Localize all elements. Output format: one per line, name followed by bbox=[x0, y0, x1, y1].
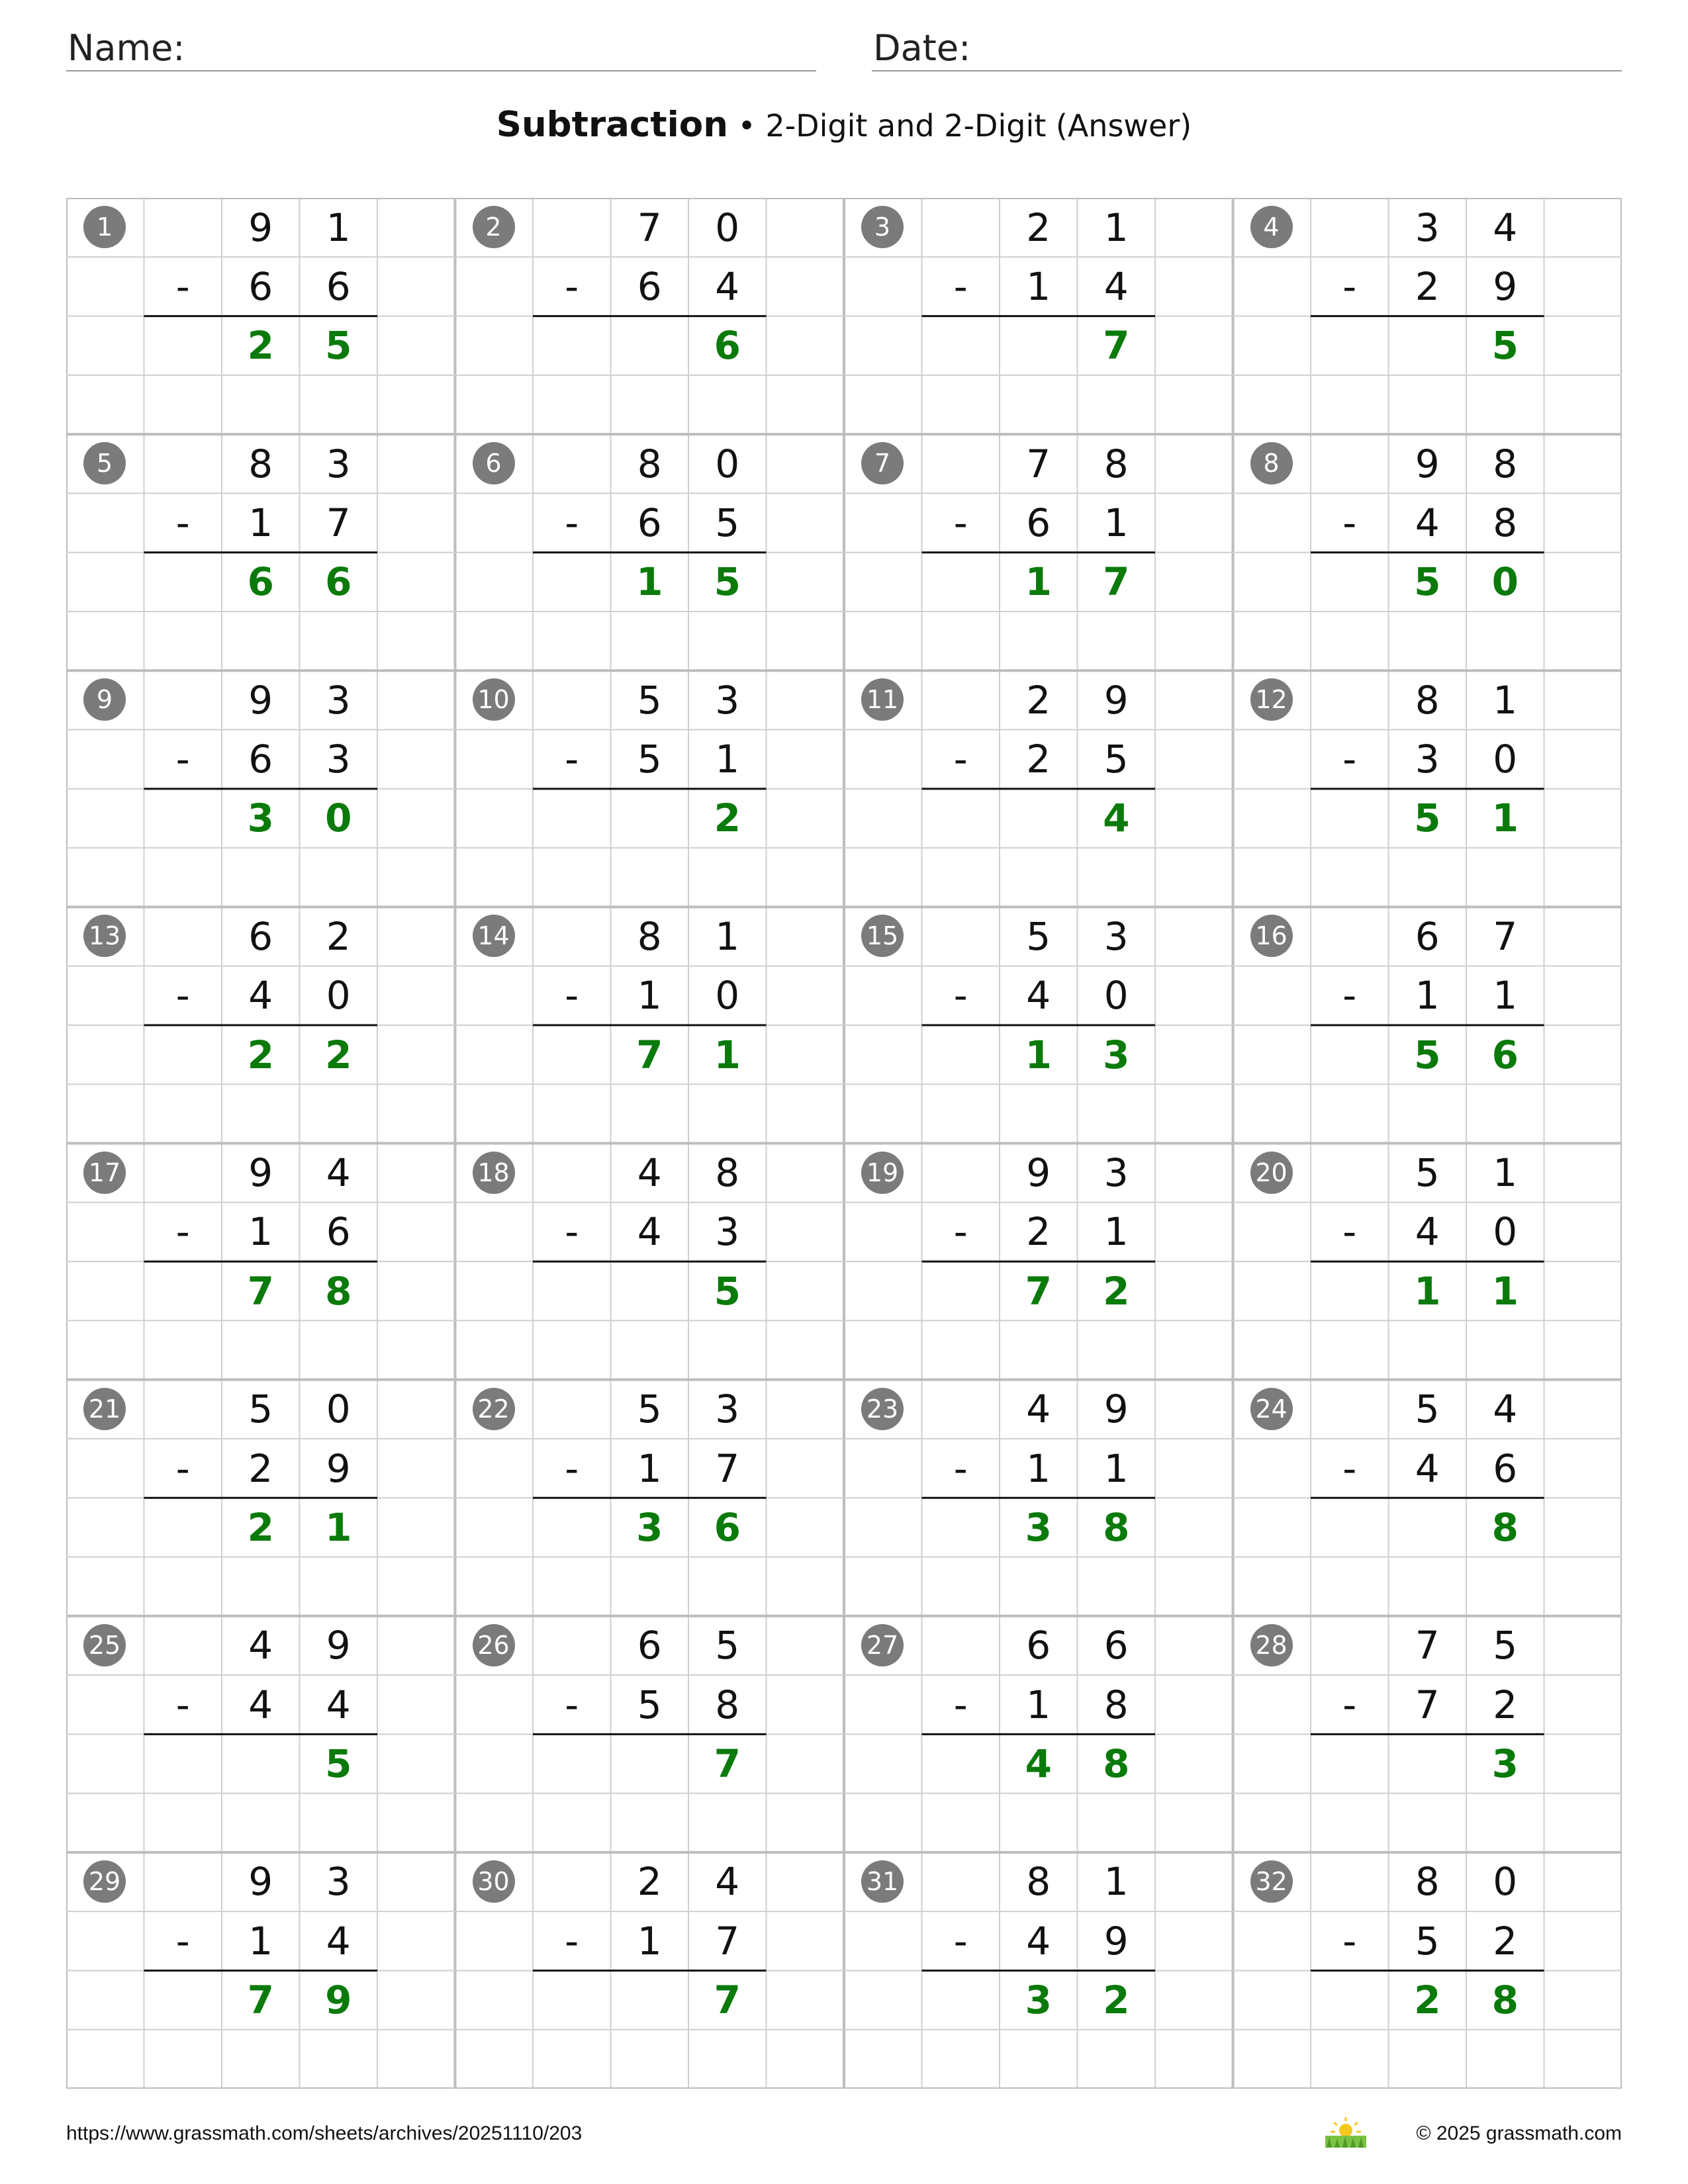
minus-sign: - bbox=[953, 737, 968, 782]
subtrahend-tens: 1 bbox=[637, 1445, 662, 1491]
minuend-tens: 4 bbox=[248, 1623, 273, 1668]
subtrahend-ones: 1 bbox=[715, 737, 740, 782]
minuend-ones: 3 bbox=[715, 677, 740, 723]
title-sub: • 2-Digit and 2-Digit (Answer) bbox=[727, 108, 1192, 144]
minuend-ones: 8 bbox=[715, 1150, 740, 1196]
answer-ones: 7 bbox=[1103, 323, 1130, 369]
minuend-ones: 1 bbox=[1493, 1150, 1518, 1196]
footer-copyright: © 2025 grassmath.com bbox=[1416, 2122, 1622, 2144]
subtrahend-tens: 6 bbox=[637, 500, 662, 545]
subtrahend-ones: 4 bbox=[326, 1918, 351, 1964]
subtrahend-tens: 5 bbox=[1415, 1918, 1440, 1964]
worksheet-title bbox=[0, 105, 1688, 145]
answer-ones: 3 bbox=[1491, 1741, 1519, 1786]
minuend-tens: 3 bbox=[1415, 205, 1440, 250]
subtrahend-tens: 1 bbox=[1026, 1682, 1051, 1727]
subtrahend-tens: 2 bbox=[248, 1445, 273, 1491]
minus-sign: - bbox=[175, 1445, 190, 1491]
title-main: Subtraction bbox=[496, 105, 728, 145]
answer-tens: 3 bbox=[636, 1504, 663, 1550]
subtrahend-tens: 2 bbox=[1026, 1209, 1051, 1255]
minus-sign: - bbox=[1342, 1445, 1357, 1491]
subtrahend-tens: 1 bbox=[1026, 263, 1051, 309]
answer-ones: 4 bbox=[1103, 796, 1130, 841]
subtrahend-tens: 5 bbox=[637, 737, 662, 782]
minuend-tens: 6 bbox=[637, 1623, 662, 1668]
minuend-ones: 4 bbox=[715, 1859, 740, 1905]
problem-number-badge: 15 bbox=[861, 915, 904, 957]
subtrahend-ones: 3 bbox=[326, 737, 351, 782]
answer-ones: 9 bbox=[325, 1978, 352, 2023]
problem-number-badge: 31 bbox=[861, 1860, 904, 1903]
answer-ones: 5 bbox=[325, 323, 352, 369]
subtrahend-ones: 7 bbox=[715, 1918, 740, 1964]
minus-sign: - bbox=[565, 1445, 579, 1491]
answer-ones: 6 bbox=[714, 323, 741, 369]
minuend-tens: 8 bbox=[637, 441, 662, 486]
minus-sign: - bbox=[175, 737, 190, 782]
minuend-tens: 2 bbox=[637, 1859, 662, 1905]
minuend-tens: 4 bbox=[1026, 1387, 1051, 1432]
minus-sign: - bbox=[565, 973, 579, 1019]
minuend-tens: 8 bbox=[637, 913, 662, 959]
subtrahend-ones: 8 bbox=[715, 1682, 740, 1727]
minuend-tens: 7 bbox=[1026, 441, 1051, 486]
answer-ones: 8 bbox=[1491, 1504, 1519, 1550]
problem-number-badge: 8 bbox=[1250, 442, 1293, 484]
subtrahend-ones: 5 bbox=[1103, 737, 1129, 782]
minus-sign: - bbox=[953, 1918, 968, 1964]
minuend-tens: 6 bbox=[1415, 913, 1440, 959]
minuend-tens: 9 bbox=[248, 677, 273, 723]
answer-ones: 8 bbox=[1491, 1978, 1519, 2023]
problem-number-badge: 25 bbox=[83, 1624, 126, 1666]
subtrahend-tens: 5 bbox=[637, 1682, 662, 1727]
minuend-ones: 0 bbox=[715, 441, 740, 486]
answer-tens: 5 bbox=[1414, 1032, 1441, 1077]
subtrahend-tens: 1 bbox=[248, 1918, 273, 1964]
subtrahend-ones: 8 bbox=[1103, 1682, 1129, 1727]
problem-number-badge: 11 bbox=[861, 678, 904, 721]
minuend-ones: 0 bbox=[1493, 1859, 1518, 1905]
minuend-tens: 5 bbox=[637, 677, 662, 723]
problem-number-badge: 22 bbox=[473, 1388, 515, 1430]
minus-sign: - bbox=[565, 1682, 579, 1727]
minuend-tens: 6 bbox=[1026, 1623, 1051, 1668]
problem-number-badge: 10 bbox=[473, 678, 515, 721]
subtrahend-tens: 1 bbox=[1415, 973, 1440, 1019]
answer-tens: 3 bbox=[247, 796, 274, 841]
subtrahend-tens: 4 bbox=[1415, 1209, 1440, 1255]
answer-ones: 1 bbox=[714, 1032, 741, 1077]
problem-number-badge: 16 bbox=[1250, 915, 1293, 957]
subtrahend-tens: 2 bbox=[1026, 737, 1051, 782]
minuend-ones: 8 bbox=[1103, 441, 1129, 486]
subtrahend-ones: 0 bbox=[715, 973, 740, 1019]
subtrahend-tens: 4 bbox=[637, 1209, 662, 1255]
minuend-ones: 9 bbox=[326, 1623, 351, 1668]
answer-tens bbox=[222, 1734, 300, 1793]
subtrahend-ones: 4 bbox=[1103, 263, 1129, 309]
problem-number-badge: 19 bbox=[861, 1152, 904, 1194]
answer-ones: 7 bbox=[1103, 559, 1130, 605]
minuend-tens: 9 bbox=[248, 205, 273, 250]
minuend-ones: 1 bbox=[1103, 1859, 1129, 1905]
answer-ones: 5 bbox=[1491, 323, 1519, 369]
minuend-ones: 9 bbox=[1103, 1387, 1129, 1432]
answer-tens bbox=[611, 789, 689, 848]
minus-sign: - bbox=[1342, 737, 1357, 782]
minus-sign: - bbox=[1342, 1682, 1357, 1727]
minuend-ones: 1 bbox=[715, 913, 740, 959]
subtrahend-tens: 6 bbox=[637, 263, 662, 309]
subtrahend-ones: 0 bbox=[1493, 1209, 1518, 1255]
answer-tens: 7 bbox=[636, 1032, 663, 1077]
answer-tens: 1 bbox=[636, 559, 663, 605]
answer-ones: 2 bbox=[714, 796, 741, 841]
subtrahend-ones: 2 bbox=[1493, 1918, 1518, 1964]
subtrahend-ones: 2 bbox=[1493, 1682, 1518, 1727]
minus-sign: - bbox=[565, 1209, 579, 1255]
answer-tens: 5 bbox=[1414, 559, 1441, 605]
problem-number-badge: 26 bbox=[473, 1624, 515, 1666]
problem-number-badge: 4 bbox=[1250, 206, 1293, 248]
minuend-ones: 3 bbox=[326, 677, 351, 723]
minuend-tens: 9 bbox=[248, 1150, 273, 1196]
answer-tens: 3 bbox=[1025, 1978, 1052, 2023]
answer-ones: 3 bbox=[1103, 1032, 1130, 1077]
minuend-ones: 0 bbox=[715, 205, 740, 250]
answer-tens bbox=[1000, 789, 1078, 848]
subtrahend-ones: 8 bbox=[1493, 500, 1518, 545]
minus-sign: - bbox=[1342, 263, 1357, 309]
date-field[interactable] bbox=[872, 23, 1622, 71]
minus-sign: - bbox=[953, 500, 968, 545]
subtrahend-tens: 1 bbox=[1026, 1445, 1051, 1491]
minuend-tens: 9 bbox=[1026, 1150, 1051, 1196]
minuend-tens: 5 bbox=[1415, 1150, 1440, 1196]
problem-number-badge: 12 bbox=[1250, 678, 1293, 721]
answer-ones: 5 bbox=[325, 1741, 352, 1786]
subtrahend-tens: 4 bbox=[248, 1682, 273, 1727]
minuend-tens: 2 bbox=[1026, 677, 1051, 723]
minuend-ones: 3 bbox=[715, 1387, 740, 1432]
subtrahend-tens: 6 bbox=[248, 263, 273, 309]
answer-tens bbox=[611, 316, 689, 375]
answer-tens bbox=[1389, 1498, 1467, 1557]
subtrahend-tens: 6 bbox=[1026, 500, 1051, 545]
answer-ones: 7 bbox=[714, 1741, 741, 1786]
answer-ones: 2 bbox=[325, 1032, 352, 1077]
minuend-tens: 7 bbox=[1415, 1623, 1440, 1668]
problem-number-badge: 2 bbox=[473, 206, 515, 248]
minuend-tens: 8 bbox=[1415, 1859, 1440, 1905]
minuend-tens: 5 bbox=[248, 1387, 273, 1432]
subtrahend-tens: 4 bbox=[1415, 1445, 1440, 1491]
subtrahend-tens: 4 bbox=[248, 973, 273, 1019]
problem-number-badge: 24 bbox=[1250, 1388, 1293, 1430]
answer-ones: 6 bbox=[1491, 1032, 1519, 1077]
problem-number-badge: 7 bbox=[861, 442, 904, 484]
subtrahend-ones: 0 bbox=[326, 973, 351, 1019]
minuend-ones: 1 bbox=[1103, 205, 1129, 250]
subtrahend-ones: 1 bbox=[1103, 500, 1129, 545]
answer-tens bbox=[611, 1261, 689, 1320]
minuend-ones: 9 bbox=[1103, 677, 1129, 723]
answer-tens bbox=[611, 1970, 689, 2029]
minus-sign: - bbox=[175, 500, 190, 545]
subtrahend-tens: 1 bbox=[637, 1918, 662, 1964]
minuend-ones: 4 bbox=[1493, 205, 1518, 250]
answer-tens: 2 bbox=[247, 1032, 274, 1077]
minuend-tens: 5 bbox=[1415, 1387, 1440, 1432]
answer-tens bbox=[1389, 316, 1467, 375]
answer-tens bbox=[1000, 316, 1078, 375]
answer-tens: 7 bbox=[1025, 1268, 1052, 1314]
minus-sign: - bbox=[565, 500, 579, 545]
minus-sign: - bbox=[175, 1209, 190, 1255]
subtrahend-tens: 4 bbox=[1026, 1918, 1051, 1964]
subtrahend-ones: 7 bbox=[326, 500, 351, 545]
subtrahend-ones: 1 bbox=[1103, 1209, 1129, 1255]
subtrahend-tens: 4 bbox=[1026, 973, 1051, 1019]
subtrahend-tens: 4 bbox=[1415, 500, 1440, 545]
subtrahend-ones: 5 bbox=[715, 500, 740, 545]
answer-ones: 8 bbox=[1103, 1741, 1130, 1786]
answer-ones: 1 bbox=[325, 1504, 352, 1550]
minuend-ones: 7 bbox=[1493, 913, 1518, 959]
answer-ones: 0 bbox=[1491, 559, 1519, 605]
minuend-ones: 3 bbox=[1103, 1150, 1129, 1196]
subtrahend-tens: 6 bbox=[248, 737, 273, 782]
name-label: Name: bbox=[68, 27, 185, 69]
problem-number-badge: 17 bbox=[83, 1152, 126, 1194]
grass-sun-logo-icon bbox=[1323, 2116, 1369, 2149]
problem-number-badge: 28 bbox=[1250, 1624, 1293, 1666]
minus-sign: - bbox=[175, 263, 190, 309]
subtrahend-tens: 7 bbox=[1415, 1682, 1440, 1727]
answer-ones: 8 bbox=[325, 1268, 352, 1314]
minuend-tens: 8 bbox=[1026, 1859, 1051, 1905]
minuend-ones: 0 bbox=[326, 1387, 351, 1432]
subtrahend-ones: 9 bbox=[326, 1445, 351, 1491]
answer-ones: 7 bbox=[714, 1978, 741, 2023]
minus-sign: - bbox=[565, 1918, 579, 1964]
subtrahend-ones: 6 bbox=[326, 1209, 351, 1255]
answer-ones: 1 bbox=[1491, 1268, 1519, 1314]
minus-sign: - bbox=[175, 1918, 190, 1964]
answer-ones: 5 bbox=[714, 1268, 741, 1314]
subtrahend-ones: 1 bbox=[1493, 973, 1518, 1019]
answer-tens: 1 bbox=[1414, 1268, 1441, 1314]
answer-ones: 1 bbox=[1491, 796, 1519, 841]
problem-number-badge: 27 bbox=[861, 1624, 904, 1666]
minuend-tens: 4 bbox=[637, 1150, 662, 1196]
problem-number-badge: 6 bbox=[473, 442, 515, 484]
minus-sign: - bbox=[175, 1682, 190, 1727]
minus-sign: - bbox=[565, 737, 579, 782]
answer-tens: 3 bbox=[1025, 1504, 1052, 1550]
problem-number-badge: 23 bbox=[861, 1388, 904, 1430]
subtrahend-ones: 4 bbox=[326, 1682, 351, 1727]
minuend-ones: 3 bbox=[326, 1859, 351, 1905]
problem-number-badge: 9 bbox=[83, 678, 126, 721]
answer-tens: 2 bbox=[1414, 1978, 1441, 2023]
answer-tens: 7 bbox=[247, 1268, 274, 1314]
subtrahend-ones: 9 bbox=[1493, 263, 1518, 309]
minus-sign: - bbox=[953, 973, 968, 1019]
minus-sign: - bbox=[953, 263, 968, 309]
answer-ones: 2 bbox=[1103, 1978, 1130, 2023]
problem-number-badge: 21 bbox=[83, 1388, 126, 1430]
subtrahend-ones: 1 bbox=[1103, 1445, 1129, 1491]
answer-ones: 0 bbox=[325, 796, 352, 841]
problem-number-badge: 3 bbox=[861, 206, 904, 248]
problem-grid bbox=[66, 198, 1622, 2089]
problem-number-badge: 1 bbox=[83, 206, 126, 248]
minus-sign: - bbox=[175, 973, 190, 1019]
minus-sign: - bbox=[953, 1445, 968, 1491]
name-field[interactable] bbox=[66, 23, 816, 71]
answer-ones: 5 bbox=[714, 559, 741, 605]
minuend-tens: 5 bbox=[637, 1387, 662, 1432]
minus-sign: - bbox=[953, 1209, 968, 1255]
problem-number-badge: 30 bbox=[473, 1860, 515, 1903]
minus-sign: - bbox=[1342, 1209, 1357, 1255]
minuend-tens: 2 bbox=[1026, 205, 1051, 250]
minuend-tens: 7 bbox=[637, 205, 662, 250]
minuend-ones: 4 bbox=[326, 1150, 351, 1196]
footer-url[interactable]: https://www.grassmath.com/sheets/archives/20251110/203 bbox=[66, 2122, 583, 2144]
minuend-ones: 3 bbox=[1103, 913, 1129, 959]
subtrahend-ones: 7 bbox=[715, 1445, 740, 1491]
minuend-tens: 8 bbox=[248, 441, 273, 486]
answer-tens: 6 bbox=[247, 559, 274, 605]
subtrahend-tens: 2 bbox=[1415, 263, 1440, 309]
subtrahend-ones: 9 bbox=[1103, 1918, 1129, 1964]
answer-tens: 2 bbox=[247, 1504, 274, 1550]
subtrahend-tens: 1 bbox=[248, 1209, 273, 1255]
answer-ones: 6 bbox=[325, 559, 352, 605]
answer-tens: 2 bbox=[247, 323, 274, 369]
problem-number-badge: 5 bbox=[83, 442, 126, 484]
minuend-ones: 6 bbox=[1103, 1623, 1129, 1668]
answer-tens: 7 bbox=[247, 1978, 274, 2023]
subtrahend-ones: 6 bbox=[326, 263, 351, 309]
minuend-ones: 2 bbox=[326, 913, 351, 959]
minuend-tens: 9 bbox=[248, 1859, 273, 1905]
minuend-tens: 5 bbox=[1026, 913, 1051, 959]
minuend-ones: 4 bbox=[1493, 1387, 1518, 1432]
subtrahend-ones: 4 bbox=[715, 263, 740, 309]
minus-sign: - bbox=[1342, 973, 1357, 1019]
minuend-tens: 8 bbox=[1415, 677, 1440, 723]
date-label: Date: bbox=[873, 27, 971, 69]
minus-sign: - bbox=[1342, 500, 1357, 545]
minuend-ones: 3 bbox=[326, 441, 351, 486]
answer-tens: 4 bbox=[1025, 1741, 1052, 1786]
answer-tens bbox=[1389, 1734, 1467, 1793]
answer-ones: 8 bbox=[1103, 1504, 1130, 1550]
minuend-ones: 1 bbox=[1493, 677, 1518, 723]
problem-number-badge: 32 bbox=[1250, 1860, 1293, 1903]
subtrahend-ones: 3 bbox=[715, 1209, 740, 1255]
answer-ones: 6 bbox=[714, 1504, 741, 1550]
minus-sign: - bbox=[565, 263, 579, 309]
problem-number-badge: 20 bbox=[1250, 1152, 1293, 1194]
subtrahend-tens: 1 bbox=[248, 500, 273, 545]
subtrahend-ones: 6 bbox=[1493, 1445, 1518, 1491]
answer-ones: 2 bbox=[1103, 1268, 1130, 1314]
minuend-tens: 9 bbox=[1415, 441, 1440, 486]
minuend-ones: 5 bbox=[1493, 1623, 1518, 1668]
subtrahend-tens: 3 bbox=[1415, 737, 1440, 782]
answer-tens: 5 bbox=[1414, 796, 1441, 841]
minuend-tens: 6 bbox=[248, 913, 273, 959]
minuend-ones: 8 bbox=[1493, 441, 1518, 486]
minuend-ones: 1 bbox=[326, 205, 351, 250]
answer-tens: 1 bbox=[1025, 559, 1052, 605]
minus-sign: - bbox=[953, 1682, 968, 1727]
problem-number-badge: 29 bbox=[83, 1860, 126, 1903]
problem-number-badge: 14 bbox=[473, 915, 515, 957]
minus-sign: - bbox=[1342, 1918, 1357, 1964]
answer-tens: 1 bbox=[1025, 1032, 1052, 1077]
problem-number-badge: 18 bbox=[473, 1152, 515, 1194]
subtrahend-ones: 0 bbox=[1103, 973, 1129, 1019]
subtrahend-ones: 0 bbox=[1493, 737, 1518, 782]
problem-number-badge: 13 bbox=[83, 915, 126, 957]
minuend-ones: 5 bbox=[715, 1623, 740, 1668]
subtrahend-tens: 1 bbox=[637, 973, 662, 1019]
answer-tens bbox=[611, 1734, 689, 1793]
